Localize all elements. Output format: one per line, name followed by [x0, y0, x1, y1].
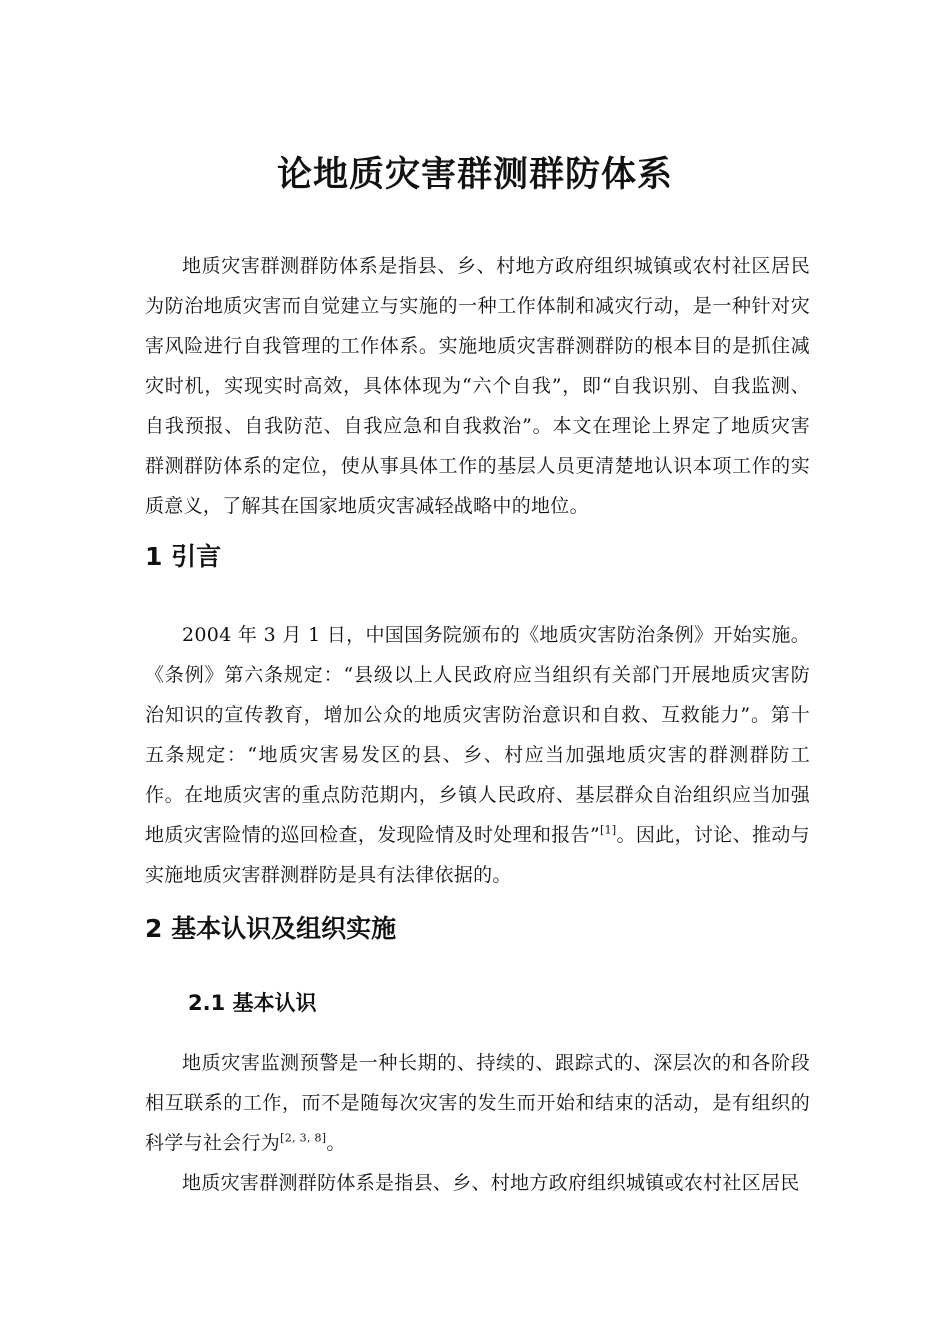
subsection-heading-2-1: 2.1 基本认识	[188, 991, 317, 1015]
introduction-paragraph	[145, 615, 810, 895]
subsection-paragraph-2: 地质灾害群测群防体系是指县、乡、村地方政府组织城镇或农村社区居民	[182, 1172, 800, 1194]
introduction-text-part2: 。因此，讨论、推动与实施地质灾害群测群防是具有法律依据的。	[145, 824, 810, 886]
abstract-paragraph: 地质灾害群测群防体系是指县、乡、村地方政府组织城镇或农村社区居民为防治地质灾害而自觉建立与实施的一种工作体制和减灾行动，是一种针对灾害风险进行自我管理的工作体系。实施地质灾害群测群防的根本目的是抓住减灾时机，实现实时高效，具体体现为“六个自我”，即“自我识别、自我监测、自我预报、自我防范、自我应急和自我救治”。本文在理论上界定了地质灾害群测群防体系的定位，使从事具体工作的基层人员更清楚地认识本项工作的实质意义，了解其在国家地质灾害减轻战略中的地位。	[145, 255, 810, 517]
paper-title: 论地质灾害群测群防体系	[276, 155, 673, 195]
citation-ref-1: [1]	[600, 823, 617, 837]
citation-ref-2-3-8: [2, 3, 8]	[280, 1131, 327, 1145]
subsection-paragraph-1	[145, 1043, 810, 1163]
section-heading-introduction: 1 引言	[145, 542, 222, 571]
section-heading-basic-understanding: 2 基本认识及组织实施	[145, 914, 397, 943]
introduction-text-part1: 2004 年 3 月 1 日，中国国务院颁布的《地质灾害防治条例》开始实施。《条例》第六条规定：“县级以上人民政府应当组织有关部门开展地质灾害防治知识的宣传教育，增加公众的地质灾害防治意识和自救、互救能力”。第十五条规定：“地质灾害易发区的县、乡、村应当加强地质灾害的群测群防工作。在地质灾害的重点防范期内，乡镇人民政府、基层群众自治组织应当加强地质灾害险情的巡回检查，发现险情及时处理和报告”	[145, 624, 810, 846]
subsection-text-part2: 。	[326, 1132, 346, 1154]
subsection-text-part1: 地质灾害监测预警是一种长期的、持续的、跟踪式的、深层次的和各阶段相互联系的工作，而不是随每次灾害的发生而开始和结束的活动，是有组织的科学与社会行为	[145, 1052, 810, 1154]
